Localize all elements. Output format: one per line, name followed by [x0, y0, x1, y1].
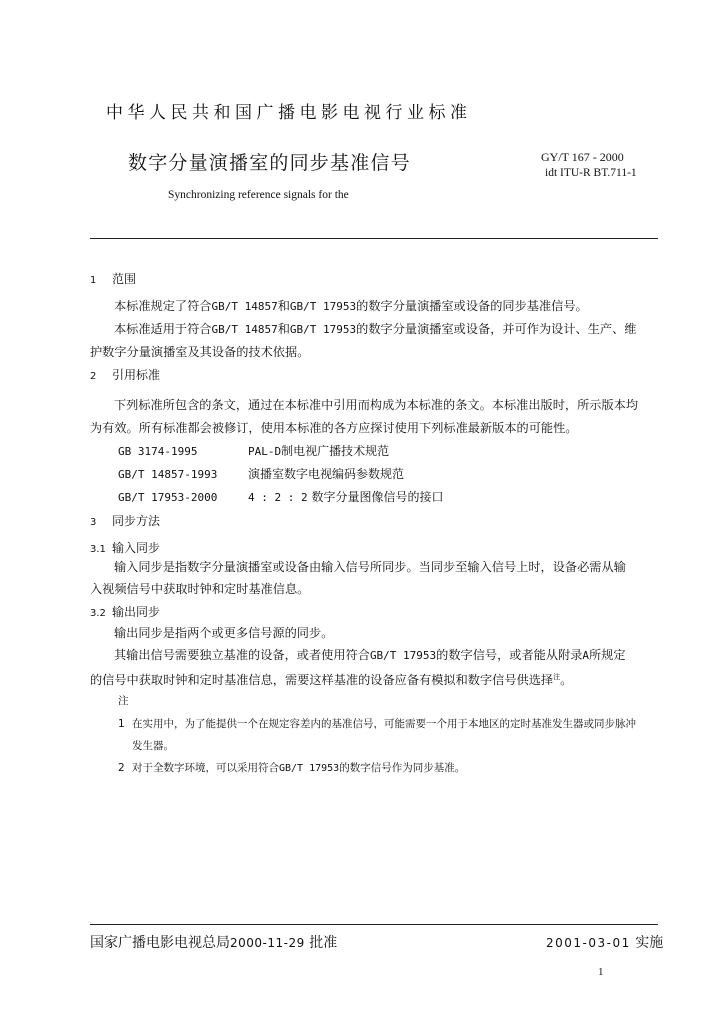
note-2: 2 对于全数字环境，可以采用符合GB/T 17953的数字信号作为同步基准。 — [118, 762, 466, 774]
note-1-line-1: 1 在实用中，为了能提供一个在规定容差内的基准信号，可能需要一个用于本地区的定时基准发生器或同步脉冲 — [118, 718, 636, 730]
english-title: Synchronizing reference signals for the — [168, 189, 349, 201]
page-number: 1 — [598, 966, 604, 978]
note-1-line-2: 发生器。 — [132, 740, 174, 752]
implementation-statement: 2001-03-01 实施 — [546, 935, 664, 951]
section-1-paragraph-2-line-1: 本标准适用于符合GB/T 14857和GB/T 17953的数字分量演播室或设备，并可作为设计、生产、维 — [114, 322, 637, 336]
section-1-paragraph-1: 本标准规定了符合GB/T 14857和GB/T 17953的数字分量演播室或设备的同步基准信号。 — [114, 299, 588, 313]
section-3-heading: 3 同步方法 — [90, 514, 161, 528]
section-3-2-paragraph-2-line-1: 其输出信号需要独立基准的设备，或者使用符合GB/T 17953的数字信号，或者能从附录A所规定 — [114, 648, 626, 662]
section-3-1-paragraph-line-2: 入视频信号中获取时钟和定时基准信息。 — [90, 582, 310, 596]
notes-label: 注 — [118, 695, 129, 707]
reference-row: GB/T 17953-2000 4 : 2 : 2 数字分量图像信号的接口 — [118, 490, 444, 504]
section-1-paragraph-2-line-2: 护数字分量演播室及其设备的技术依据。 — [90, 345, 310, 359]
reference-row: GB/T 14857-1993 演播室数字电视编码参数规范 — [118, 467, 405, 481]
approval-statement: 国家广播电影电视总局2000-11-29 批准 — [90, 935, 338, 951]
approval-date: 2000-11-29 — [230, 936, 305, 950]
reference-code: GB/T 17953-2000 — [118, 491, 218, 504]
document-title: 数字分量演播室的同步基准信号 — [128, 152, 411, 174]
section-3-1-paragraph-line-1: 输入同步是指数字分量演播室或设备由输入信号所同步。当同步至输入信号上时，设备必需从输 — [114, 560, 626, 574]
section-2-heading: 2 引用标准 — [90, 368, 161, 382]
section-3-2-paragraph-1: 输出同步是指两个或更多信号源的同步。 — [114, 626, 334, 640]
footer-divider — [90, 924, 658, 925]
reference-code: GB/T 14857-1993 — [118, 468, 218, 481]
issuing-authority-header: 中华人民共和国广播电影电视行业标准 — [106, 103, 472, 123]
section-2-paragraph-line-1: 下列标准所包含的条文，通过在本标准中引用而构成为本标准的条文。本标准出版时，所示版本均 — [114, 398, 639, 412]
section-3-2-heading: 3.2 输出同步 — [90, 605, 161, 619]
standard-code: GY/T 167 - 2000 — [541, 150, 624, 164]
section-1-heading: 1 范围 — [90, 272, 137, 286]
section-3-2-paragraph-2-line-2: 的信号中获取时钟和定时基准信息，需要这样基准的设备应备有模拟和数字信号供选择$^注$。 — [90, 673, 573, 688]
section-3-1-heading: 3.1 输入同步 — [90, 541, 161, 555]
header-divider — [90, 238, 658, 239]
implementation-date: 2001-03-01 — [546, 936, 631, 950]
footnote-marker: 注 — [553, 673, 561, 681]
section-2-paragraph-line-2: 为有效。所有标准都会被修订，使用本标准的各方应探讨使用下列标准最新版本的可能性。 — [90, 421, 578, 435]
reference-code: GB 3174-1995 — [118, 445, 198, 458]
standard-equivalence: idt ITU-R BT.711-1 — [545, 167, 637, 179]
reference-row: GB 3174-1995 PAL-D制电视广播技术规范 — [118, 444, 390, 458]
